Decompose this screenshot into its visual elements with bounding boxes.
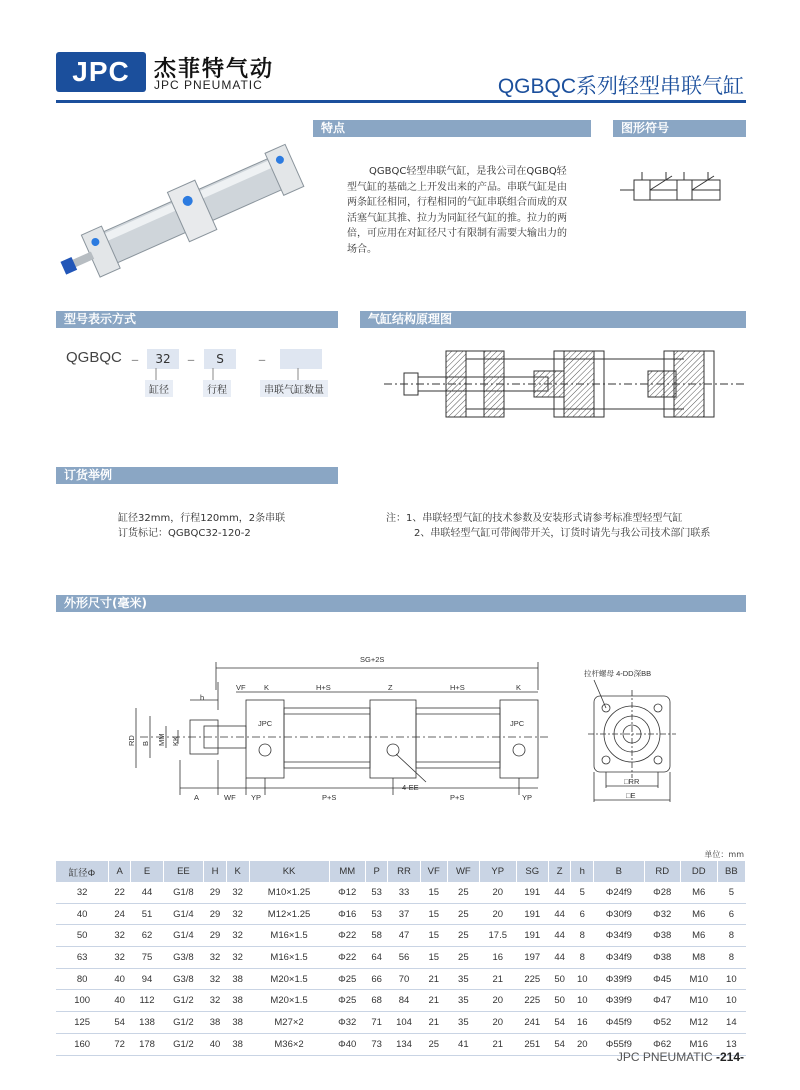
page-number: -214- [715, 1050, 744, 1064]
table-cell: 15 [420, 947, 447, 969]
table-cell: Φ40 [329, 1033, 365, 1055]
table-cell: Φ25 [329, 990, 365, 1012]
table-cell: 80 [56, 968, 108, 990]
table-unit: 单位：mm [704, 850, 744, 859]
order-note-1: 注：1、串联轻型气缸的技术参数及安装形式请参考标准型轻型气缸 [386, 513, 683, 524]
table-cell: M16 [680, 1033, 717, 1055]
table-cell: 64 [365, 947, 388, 969]
table-cell: 62 [131, 925, 163, 947]
table-cell: 47 [388, 925, 420, 947]
dim-label-z: Z [388, 683, 393, 692]
table-cell: 37 [388, 903, 420, 925]
table-cell: 10 [571, 990, 594, 1012]
section-symbol: 图形符号 [613, 120, 746, 137]
dim-label-tie-rod: 拉杆螺母 4-DD深BB [584, 669, 652, 678]
table-cell: 29 [204, 903, 227, 925]
table-cell: 251 [516, 1033, 548, 1055]
table-cell: 16 [479, 947, 516, 969]
table-cell: 54 [548, 1033, 571, 1055]
table-cell: 178 [131, 1033, 163, 1055]
table-cell: 22 [108, 882, 131, 903]
structure-drawing [384, 345, 746, 425]
table-cell: M20×1.5 [249, 990, 329, 1012]
table-cell: 8 [571, 925, 594, 947]
table-cell: 40 [108, 968, 131, 990]
dim-label-vf: VF [236, 683, 246, 692]
model-stroke-code: S [204, 349, 236, 369]
table-cell: 75 [131, 947, 163, 969]
table-header-cell: K [226, 861, 249, 882]
table-cell: 35 [447, 990, 479, 1012]
table-cell: 25 [447, 882, 479, 903]
table-cell: 25 [447, 925, 479, 947]
table-header-cell: H [204, 861, 227, 882]
table-cell: 25 [420, 1033, 447, 1055]
table-cell: 40 [108, 990, 131, 1012]
table-cell: 25 [447, 903, 479, 925]
table-cell: 14 [717, 1012, 745, 1034]
table-cell: 32 [108, 925, 131, 947]
table-cell: 20 [479, 990, 516, 1012]
table-cell: 5 [571, 882, 594, 903]
order-example-line2: 订货标记：QGBQC32-120-2 [118, 528, 251, 539]
table-cell: 8 [717, 947, 745, 969]
table-cell: Φ39f9 [594, 968, 645, 990]
table-cell: M6 [680, 903, 717, 925]
table-cell: 225 [516, 990, 548, 1012]
table-cell: M12 [680, 1012, 717, 1034]
table-cell: 191 [516, 925, 548, 947]
jpc-mark-left: JPC [258, 719, 273, 728]
table-cell: Φ38 [644, 925, 680, 947]
cylinder-symbol [620, 168, 740, 208]
table-cell: 21 [479, 1033, 516, 1055]
table-cell: 38 [226, 968, 249, 990]
section-model: 型号表示方式 [56, 311, 338, 328]
table-row [56, 947, 746, 969]
table-cell: Φ55f9 [594, 1033, 645, 1055]
table-cell: 20 [479, 1012, 516, 1034]
table-cell: M6 [680, 882, 717, 903]
order-example-line1: 缸径32mm，行程120mm，2条串联 [118, 513, 286, 524]
dim-label-yp-left: YP [251, 793, 262, 802]
table-cell: 16 [571, 1012, 594, 1034]
dim-label-h: h [200, 693, 205, 702]
table-cell: 20 [479, 882, 516, 903]
table-cell: 32 [56, 882, 108, 903]
table-cell: 58 [365, 925, 388, 947]
table-header-cell: A [108, 861, 131, 882]
model-prefix: QGBQC [66, 349, 122, 366]
table-cell: 15 [420, 925, 447, 947]
table-cell: 32 [226, 925, 249, 947]
table-row [56, 1012, 746, 1034]
table-cell: G3/8 [163, 968, 204, 990]
table-header-cell: EE [163, 861, 204, 882]
table-cell: 29 [204, 882, 227, 903]
table-cell: Φ34f9 [594, 947, 645, 969]
table-cell: M20×1.5 [249, 968, 329, 990]
table-cell: M6 [680, 925, 717, 947]
dim-label-ps-left: P+S [322, 793, 337, 802]
table-cell: 84 [388, 990, 420, 1012]
table-cell: Φ16 [329, 903, 365, 925]
table-cell: 191 [516, 882, 548, 903]
table-header-cell: P [365, 861, 388, 882]
model-count-code [280, 349, 322, 369]
dim-label-mm: MM [157, 733, 166, 746]
dim-label-k-right: K [516, 683, 522, 692]
dimension-table [56, 861, 746, 1056]
jpc-mark-right: JPC [510, 719, 525, 728]
table-header-cell: RR [388, 861, 420, 882]
page-title: QGBQC系列轻型串联气缸 [497, 75, 744, 98]
table-header-cell: SG [516, 861, 548, 882]
table-cell: G3/8 [163, 947, 204, 969]
table-header-cell: B [594, 861, 645, 882]
dim-label-e: □E [626, 791, 636, 800]
table-cell: Φ32 [644, 903, 680, 925]
table-cell: Φ39f9 [594, 990, 645, 1012]
table-cell: 191 [516, 903, 548, 925]
table-cell: M12×1.25 [249, 903, 329, 925]
table-cell: 100 [56, 990, 108, 1012]
table-cell: 41 [447, 1033, 479, 1055]
table-cell: 71 [365, 1012, 388, 1034]
dim-label-yp-right: YP [522, 793, 533, 802]
table-cell: Φ45f9 [594, 1012, 645, 1034]
dim-label-ee: 4-EE [402, 783, 419, 792]
table-cell: 50 [548, 990, 571, 1012]
brand-name-en: JPC PNEUMATIC [154, 78, 263, 92]
dim-label-kk: KK [171, 735, 180, 746]
cylinder-photo [58, 140, 308, 290]
order-note-2: 2、串联轻型气缸可带阀带开关，订货时请先与我公司技术部门联系 [414, 528, 711, 539]
table-cell: 54 [108, 1012, 131, 1034]
table-cell: 10 [717, 990, 745, 1012]
dim-label-sg2s: SG+2S [360, 655, 385, 664]
table-cell: M10 [680, 968, 717, 990]
table-cell: M16×1.5 [249, 947, 329, 969]
table-cell: 21 [420, 968, 447, 990]
model-dash: – [258, 350, 266, 369]
table-cell: Φ30f9 [594, 903, 645, 925]
table-header-cell: RD [644, 861, 680, 882]
table-row [56, 903, 746, 925]
table-cell: M16×1.5 [249, 925, 329, 947]
table-header-cell: 缸径Φ [56, 861, 108, 882]
model-stroke-label: 行程 [203, 380, 231, 397]
table-row [56, 968, 746, 990]
table-cell: Φ24f9 [594, 882, 645, 903]
table-cell: 241 [516, 1012, 548, 1034]
table-cell: 40 [204, 1033, 227, 1055]
model-bore-label: 缸径 [145, 380, 173, 397]
table-cell: 20 [571, 1033, 594, 1055]
table-cell: 32 [226, 903, 249, 925]
dim-label-rd: RD [127, 735, 136, 746]
table-cell: G1/8 [163, 882, 204, 903]
table-cell: Φ47 [644, 990, 680, 1012]
table-cell: 25 [447, 947, 479, 969]
table-cell: M27×2 [249, 1012, 329, 1034]
table-cell: 35 [447, 968, 479, 990]
table-cell: Φ38 [644, 947, 680, 969]
dim-label-ps-right: P+S [450, 793, 465, 802]
table-cell: 38 [226, 1012, 249, 1034]
footer-brand: JPC PNEUMATIC [616, 1050, 713, 1064]
table-cell: 112 [131, 990, 163, 1012]
table-cell: Φ45 [644, 968, 680, 990]
dimension-drawing-side [580, 660, 690, 810]
table-row [56, 925, 746, 947]
table-cell: 73 [365, 1033, 388, 1055]
table-cell: 32 [108, 947, 131, 969]
table-header-cell: VF [420, 861, 447, 882]
table-cell: 54 [548, 1012, 571, 1034]
table-cell: Φ22 [329, 947, 365, 969]
table-header-cell: MM [329, 861, 365, 882]
table-cell: 134 [388, 1033, 420, 1055]
table-cell: 8 [571, 947, 594, 969]
table-row [56, 990, 746, 1012]
table-cell: M36×2 [249, 1033, 329, 1055]
table-cell: 160 [56, 1033, 108, 1055]
table-cell: Φ62 [644, 1033, 680, 1055]
table-cell: M10 [680, 990, 717, 1012]
table-cell: 50 [548, 968, 571, 990]
table-cell: G1/4 [163, 925, 204, 947]
table-cell: 70 [388, 968, 420, 990]
table-cell: Φ52 [644, 1012, 680, 1034]
table-cell: 225 [516, 968, 548, 990]
brand-name-cn: 杰菲特气动 [154, 57, 275, 82]
table-header-cell: E [131, 861, 163, 882]
table-cell: Φ12 [329, 882, 365, 903]
features-text: QGBQC轻型串联气缸，是我公司在QGBQ轻 型气缸的基础之上开发出来的产品。串联气缸是由 两条缸径相同，行程相同的气缸串联组合而成的双 活塞气缸其推、拉力为同缸径气缸的推。拉力的两 倍，可应用在对缸径尺寸有限制有需要大输出力的 场合。 [347, 166, 567, 255]
table-cell: 38 [204, 1012, 227, 1034]
table-cell: M8 [680, 947, 717, 969]
table-header-cell: DD [680, 861, 717, 882]
table-cell: G1/2 [163, 1012, 204, 1034]
table-cell: Φ25 [329, 968, 365, 990]
table-cell: 24 [108, 903, 131, 925]
table-header-row [56, 861, 746, 882]
table-cell: G1/2 [163, 1033, 204, 1055]
table-cell: 44 [548, 925, 571, 947]
table-cell: 38 [226, 1033, 249, 1055]
table-cell: 44 [548, 947, 571, 969]
table-cell: 66 [365, 968, 388, 990]
dim-label-b: B [141, 740, 150, 746]
table-cell: 15 [420, 903, 447, 925]
section-features: 特点 [313, 120, 591, 137]
table-cell: 20 [479, 903, 516, 925]
table-cell: 21 [479, 968, 516, 990]
table-cell: 44 [548, 882, 571, 903]
table-cell: 29 [204, 925, 227, 947]
table-cell: 17.5 [479, 925, 516, 947]
dim-label-hs-right: H+S [450, 683, 465, 692]
table-cell: 38 [226, 990, 249, 1012]
table-cell: 10 [717, 968, 745, 990]
table-cell: 13 [717, 1033, 745, 1055]
table-header-cell: KK [249, 861, 329, 882]
table-cell: 68 [365, 990, 388, 1012]
table-row [56, 882, 746, 903]
table-cell: 5 [717, 882, 745, 903]
table-cell: 32 [204, 968, 227, 990]
section-order: 订货举例 [56, 467, 338, 484]
model-bore-code: 32 [147, 349, 179, 369]
table-cell: 125 [56, 1012, 108, 1034]
table-cell: 21 [420, 1012, 447, 1034]
table-cell: G1/2 [163, 990, 204, 1012]
table-cell: 32 [226, 882, 249, 903]
table-cell: 15 [420, 882, 447, 903]
model-dash: – [187, 350, 195, 369]
table-cell: 138 [131, 1012, 163, 1034]
section-dimensions: 外形尺寸(毫米) [56, 595, 746, 612]
table-cell: 33 [388, 882, 420, 903]
section-structure: 气缸结构原理图 [360, 311, 746, 328]
table-header-cell: WF [447, 861, 479, 882]
dim-label-hs-left: H+S [316, 683, 331, 692]
table-cell: 51 [131, 903, 163, 925]
footer [617, 1050, 744, 1064]
table-cell: 40 [56, 903, 108, 925]
table-header-cell: Z [548, 861, 571, 882]
dim-label-a: A [194, 793, 200, 802]
dimension-drawing-front [120, 650, 560, 810]
table-cell: 94 [131, 968, 163, 990]
table-cell: 104 [388, 1012, 420, 1034]
dim-label-wf: WF [224, 793, 236, 802]
table-cell: Φ22 [329, 925, 365, 947]
table-cell: 56 [388, 947, 420, 969]
model-count-label: 串联气缸数量 [260, 380, 328, 397]
table-cell: 197 [516, 947, 548, 969]
table-cell: 32 [226, 947, 249, 969]
table-cell: 32 [204, 947, 227, 969]
table-cell: 44 [548, 903, 571, 925]
dim-label-k-left: K [264, 683, 270, 692]
table-cell: 50 [56, 925, 108, 947]
table-cell: 6 [717, 903, 745, 925]
header-divider [56, 100, 746, 103]
table-cell: M10×1.25 [249, 882, 329, 903]
table-cell: 8 [717, 925, 745, 947]
table-header-cell: BB [717, 861, 745, 882]
model-dash: – [131, 350, 139, 369]
table-cell: 53 [365, 882, 388, 903]
table-cell: 53 [365, 903, 388, 925]
table-cell: Φ34f9 [594, 925, 645, 947]
jpc-logo: JPC [56, 52, 146, 92]
table-cell: 72 [108, 1033, 131, 1055]
table-cell: 35 [447, 1012, 479, 1034]
table-cell: 6 [571, 903, 594, 925]
table-cell: Φ32 [329, 1012, 365, 1034]
table-header-cell: YP [479, 861, 516, 882]
table-cell: 21 [420, 990, 447, 1012]
table-cell: G1/4 [163, 903, 204, 925]
table-header-cell: h [571, 861, 594, 882]
dim-label-rr: □RR [624, 777, 640, 786]
table-cell: 32 [204, 990, 227, 1012]
table-cell: 44 [131, 882, 163, 903]
table-cell: Φ28 [644, 882, 680, 903]
table-cell: 63 [56, 947, 108, 969]
table-cell: 10 [571, 968, 594, 990]
